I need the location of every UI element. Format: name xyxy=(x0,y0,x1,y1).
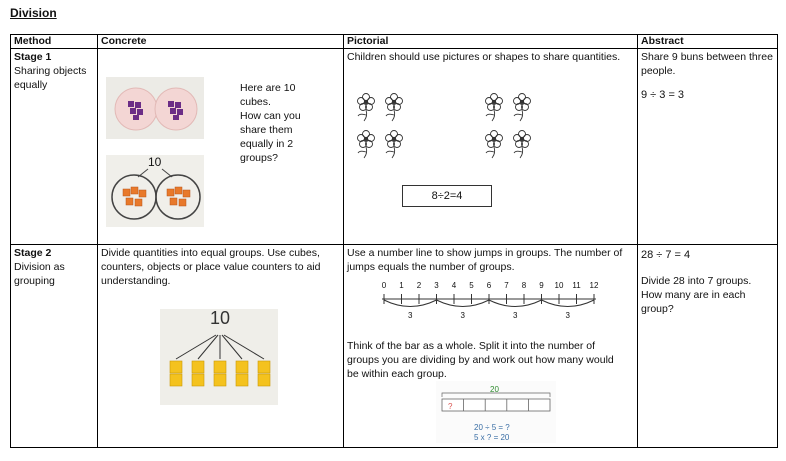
flowers-image xyxy=(344,89,634,169)
bar-part-label: ? xyxy=(448,402,453,411)
number-line-jump-arc xyxy=(542,300,595,307)
header-method: Method xyxy=(11,35,98,49)
bar-model xyxy=(436,381,556,443)
number-line-tick-label: 12 xyxy=(589,281,599,290)
number-line-tick-label: 0 xyxy=(381,281,387,290)
bar-total-label: 20 xyxy=(490,385,499,394)
flower-5 xyxy=(486,94,503,122)
stage2-pictorial-cell xyxy=(344,245,638,448)
stage1-equation-box: 8÷2=4 xyxy=(402,185,492,207)
stage1-pictorial-text: Children should use pictures or shapes to share quantities. xyxy=(347,51,621,63)
header-row xyxy=(11,35,778,49)
number-line-jump-arc xyxy=(437,300,490,307)
stage2-pictorial-text1: Use a number line to show jumps in groups. The number of jumps equals the number of groups. xyxy=(347,247,623,273)
stage1-abstract-text: Share 9 buns between three people. xyxy=(641,51,773,77)
number-line-tick-label: 7 xyxy=(504,281,509,290)
number-line-jump-label: 3 xyxy=(460,311,465,320)
flower-3 xyxy=(358,131,375,159)
bar-model-svg xyxy=(436,391,556,419)
bar-eq2: 5 x ? = 20 xyxy=(474,433,510,442)
stage2-pictorial-text2: Think of the bar as a whole. Split it into the number of groups you are dividing by and work out how many would be within each group. xyxy=(347,340,614,380)
header-abstract: Abstract xyxy=(638,35,778,49)
stage1-method-cell xyxy=(11,49,98,245)
grouping-photo-label: 10 xyxy=(210,308,231,328)
number-line-jump-label: 3 xyxy=(565,311,570,320)
stage1-abstract-eq: 9 ÷ 3 = 3 xyxy=(641,89,685,101)
concrete-line-1: Here are 10 xyxy=(240,82,296,94)
number-line-tick-label: 8 xyxy=(521,281,527,290)
header-concrete: Concrete xyxy=(98,35,344,49)
number-line-tick-label: 2 xyxy=(416,281,422,290)
stage1-name: Stage 1 xyxy=(14,51,52,63)
plates-photo xyxy=(106,77,204,139)
number-line-jump-arc xyxy=(384,300,437,307)
number-line xyxy=(344,279,638,321)
number-line-tick-label: 3 xyxy=(434,281,439,290)
stage2-name: Stage 2 xyxy=(14,247,52,259)
number-line-tick-label: 10 xyxy=(554,281,564,290)
plates-image xyxy=(106,77,204,139)
bar-eq1: 20 ÷ 5 = ? xyxy=(474,423,510,432)
division-table xyxy=(10,34,778,448)
concrete-line-6: groups? xyxy=(240,152,278,164)
stage2-abstract-eq: 28 ÷ 7 = 4 xyxy=(641,249,691,261)
stage2-concrete-cell xyxy=(98,245,344,448)
stage1-pictorial-cell xyxy=(344,49,638,245)
grouping-photo xyxy=(160,309,278,405)
circles-photo xyxy=(106,155,204,227)
stage1-method: Sharing objects equally xyxy=(14,65,87,91)
flower-4 xyxy=(386,131,403,159)
stage1-concrete-text xyxy=(240,81,336,165)
number-line-tick-label: 5 xyxy=(469,281,474,290)
number-line-tick-label: 6 xyxy=(486,281,492,290)
stage1-row xyxy=(11,49,778,245)
number-line-jump-label: 3 xyxy=(408,311,413,320)
concrete-line-5: equally in 2 xyxy=(240,138,294,150)
number-line-tick-label: 11 xyxy=(572,281,581,290)
number-line-jump-arc xyxy=(489,300,542,307)
flower-2 xyxy=(386,94,403,122)
stage1-abstract-cell xyxy=(638,49,778,245)
header-pictorial: Pictorial xyxy=(344,35,638,49)
stage2-method-cell xyxy=(11,245,98,448)
number-line-tick-label: 1 xyxy=(399,281,404,290)
stage2-method: Division as grouping xyxy=(14,261,65,287)
flower-8 xyxy=(514,131,531,159)
number-line-tick-label: 9 xyxy=(539,281,544,290)
stage2-abstract-text: Divide 28 into 7 groups. How many are in each group? xyxy=(641,275,752,315)
concrete-line-4: share them xyxy=(240,124,293,136)
stage2-abstract-cell xyxy=(638,245,778,448)
number-line-svg xyxy=(344,279,638,321)
circles-photo-label: 10 xyxy=(148,155,162,169)
flower-7 xyxy=(486,131,503,159)
stage1-concrete-cell xyxy=(98,49,344,245)
concrete-line-2: cubes. xyxy=(240,96,271,108)
page-title: Division xyxy=(10,6,57,20)
stage2-concrete-text: Divide quantities into equal groups. Use cubes, counters, objects or place value counters to aid understanding. xyxy=(101,247,321,287)
flower-6 xyxy=(514,94,531,122)
concrete-line-3: How can you xyxy=(240,110,301,122)
stage2-row xyxy=(11,245,778,448)
number-line-jump-label: 3 xyxy=(513,311,518,320)
number-line-tick-label: 4 xyxy=(451,281,457,290)
flower-1 xyxy=(358,94,375,122)
